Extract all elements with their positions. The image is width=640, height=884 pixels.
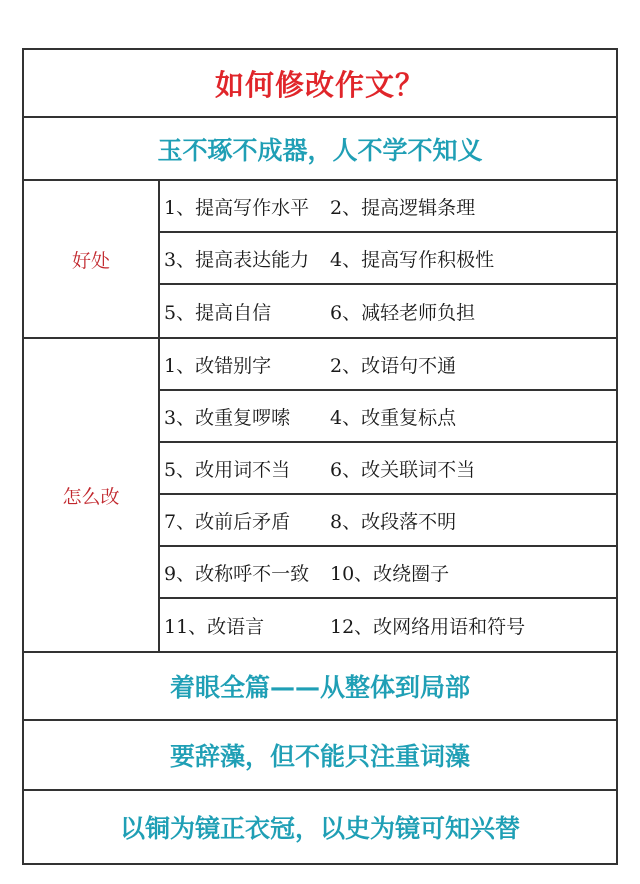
table-row bbox=[160, 599, 616, 651]
list-item: 9、改称呼不一致 bbox=[164, 562, 310, 585]
list-item: 1、改错别字 bbox=[164, 354, 272, 377]
benefits-list bbox=[160, 181, 616, 337]
methods-label: 怎么改 bbox=[24, 339, 160, 651]
motto-banner: 玉不琢不成器，人不学不知义 bbox=[24, 118, 616, 181]
list-item: 6、改关联词不当 bbox=[330, 458, 476, 481]
list-item: 7、改前后矛盾 bbox=[164, 510, 291, 533]
table-row bbox=[160, 233, 616, 285]
page-title: 如何修改作文？ bbox=[24, 50, 616, 118]
principle-banner: 着眼全篇——从整体到局部 bbox=[24, 653, 616, 721]
list-item: 10、改绕圈子 bbox=[330, 562, 450, 585]
table-row bbox=[160, 391, 616, 443]
list-item: 6、减轻老师负担 bbox=[330, 301, 476, 324]
list-item: 3、提高表达能力 bbox=[164, 248, 310, 271]
list-item: 11、改语言 bbox=[164, 615, 265, 638]
table-row bbox=[160, 339, 616, 391]
table-row bbox=[160, 443, 616, 495]
essay-revision-table bbox=[22, 48, 618, 865]
list-item: 4、改重复标点 bbox=[330, 406, 457, 429]
methods-list bbox=[160, 339, 616, 651]
list-item: 2、改语句不通 bbox=[330, 354, 457, 377]
list-item: 5、改用词不当 bbox=[164, 458, 291, 481]
benefits-label: 好处 bbox=[24, 181, 160, 337]
methods-section bbox=[24, 339, 616, 653]
principle-banner: 要辞藻，但不能只注重词藻 bbox=[24, 721, 616, 791]
table-row bbox=[160, 495, 616, 547]
list-item: 3、改重复啰嗦 bbox=[164, 406, 291, 429]
list-item: 12、改网络用语和符号 bbox=[330, 615, 526, 638]
list-item: 2、提高逻辑条理 bbox=[330, 196, 476, 219]
list-item: 5、提高自信 bbox=[164, 301, 272, 324]
list-item: 1、提高写作水平 bbox=[164, 196, 310, 219]
table-row bbox=[160, 181, 616, 233]
table-row bbox=[160, 547, 616, 599]
list-item: 8、改段落不明 bbox=[330, 510, 457, 533]
table-row bbox=[160, 285, 616, 337]
list-item: 4、提高写作积极性 bbox=[330, 248, 495, 271]
benefits-section bbox=[24, 181, 616, 339]
quote-banner: 以铜为镜正衣冠，以史为镜可知兴替 bbox=[119, 814, 520, 843]
